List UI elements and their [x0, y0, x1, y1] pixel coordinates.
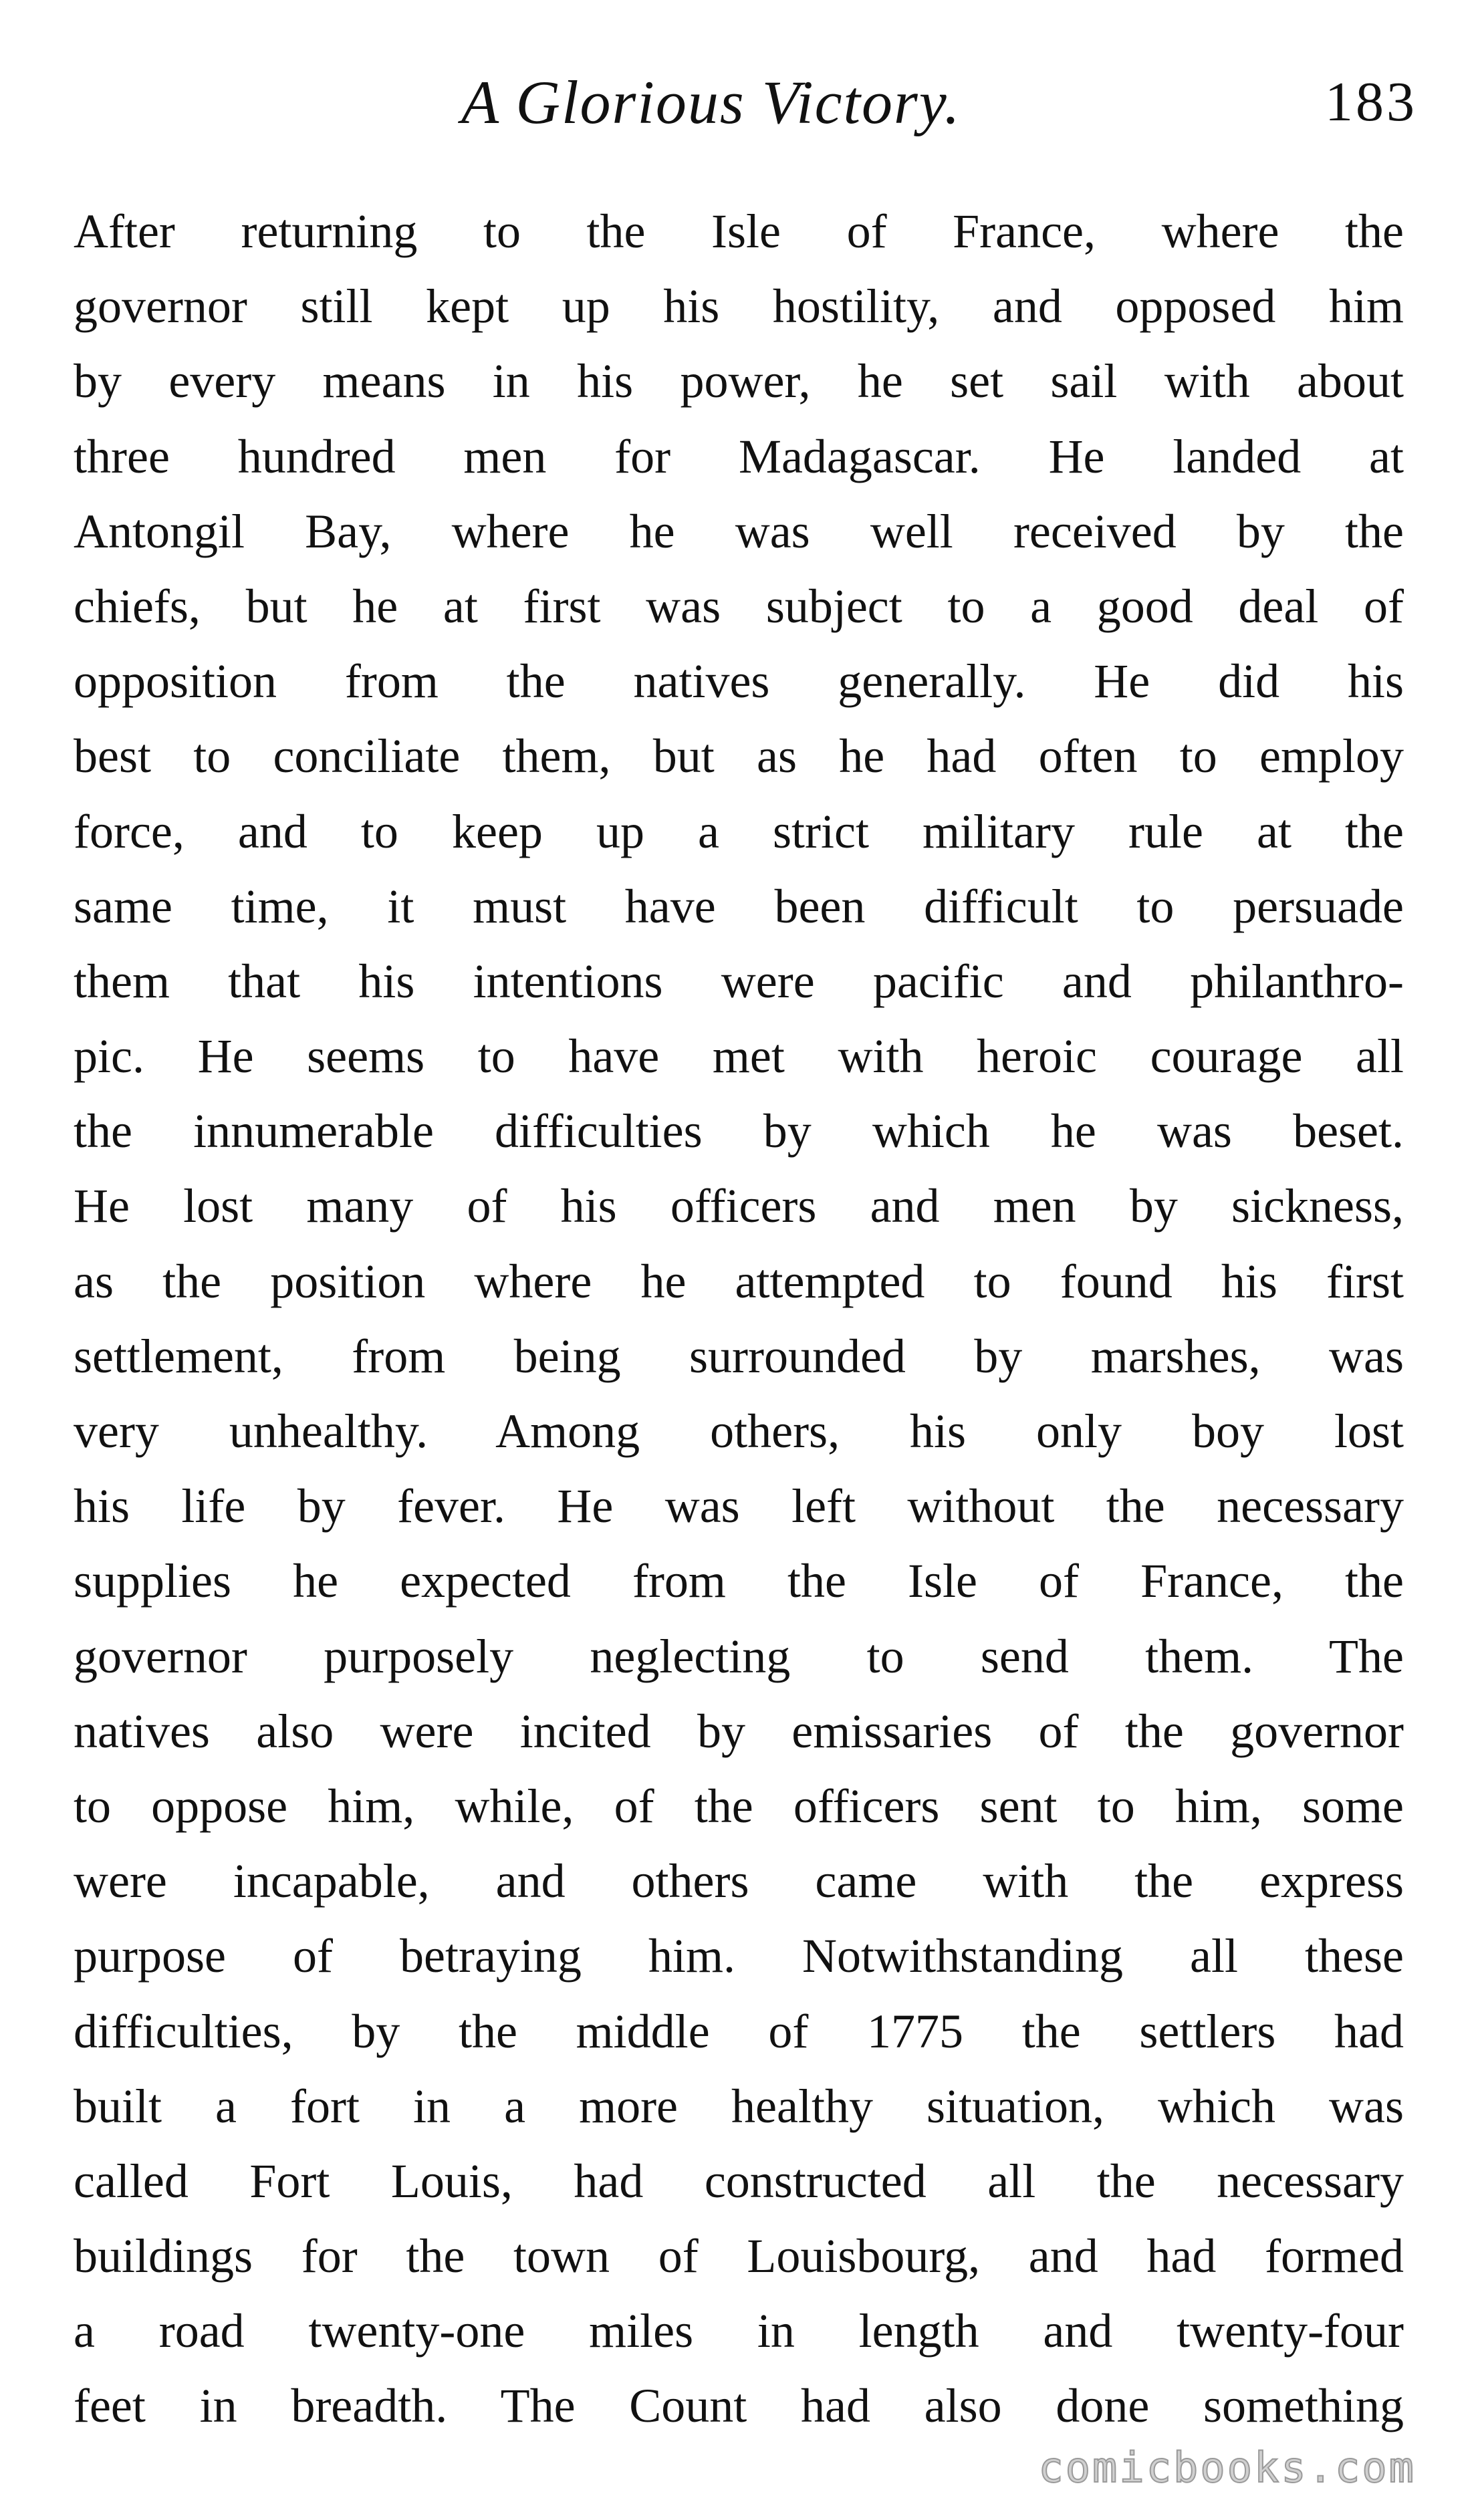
text-line: supplies he expected from the Isle of France, the — [74, 1554, 1404, 1608]
text-line: After returning to the Isle of France, where the — [74, 205, 1404, 258]
text-line: governor still kept up his hostility, and opposed him — [74, 279, 1404, 334]
text-line: Antongil Bay, where he was well received by the — [74, 504, 1404, 558]
text-line: same time, it must have been difficult to persuade — [74, 879, 1404, 933]
text-line: He lost many of his officers and men by sickness, — [74, 1179, 1404, 1233]
text-line: a road twenty-one miles in length and twenty-four — [74, 2304, 1404, 2358]
text-line: opposition from the natives generally. He did his — [74, 654, 1404, 709]
text-line: as the position where he attempted to found his first — [74, 1254, 1404, 1308]
text-line: to oppose him, while, of the officers sent to him, some — [74, 1779, 1404, 1833]
page-number: 183 — [1325, 71, 1417, 133]
text-line: force, and to keep up a strict military rule at the — [74, 804, 1404, 858]
text-line: settlement, from being surrounded by marshes, was — [74, 1329, 1404, 1383]
body-text — [74, 194, 1404, 2444]
text-line: difficulties, by the middle of 1775 the settlers had — [74, 2004, 1404, 2058]
text-line: called Fort Louis, had constructed all the necessary — [74, 2154, 1404, 2208]
text-line: built a fort in a more healthy situation, which was — [74, 2079, 1404, 2133]
text-line: his life by fever. He was left without the necessary — [74, 1479, 1404, 1533]
text-line: very unhealthy. Among others, his only boy lost — [74, 1404, 1404, 1458]
text-line: by every means in his power, he set sail with about — [74, 354, 1404, 408]
text-line: natives also were incited by emissaries of the governor — [74, 1704, 1404, 1758]
running-head — [74, 66, 1417, 139]
text-line: governor purposely neglecting to send them. The — [74, 1629, 1404, 1683]
text-line: feet in breadth. The Count had also done something — [74, 2379, 1404, 2433]
text-line: best to conciliate them, but as he had often to employ — [74, 729, 1404, 783]
text-line: were incapable, and others came with the express — [74, 1854, 1404, 1908]
text-line: chiefs, but he at first was subject to a good deal of — [74, 579, 1404, 633]
text-line: the innumerable difficulties by which he was beset. — [74, 1104, 1404, 1158]
text-line: three hundred men for Madagascar. He landed at — [74, 429, 1404, 483]
text-line: pic. He seems to have met with heroic courage all — [74, 1029, 1404, 1084]
text-line: buildings for the town of Louisbourg, and had formed — [74, 2229, 1404, 2283]
site-watermark: comicbooks.com — [1038, 2443, 1416, 2492]
text-line: them that his intentions were pacific and philanthro- — [74, 954, 1404, 1008]
running-title: A Glorious Victory. — [461, 68, 961, 136]
text-line: purpose of betraying him. Notwithstanding all these — [74, 1929, 1404, 1983]
